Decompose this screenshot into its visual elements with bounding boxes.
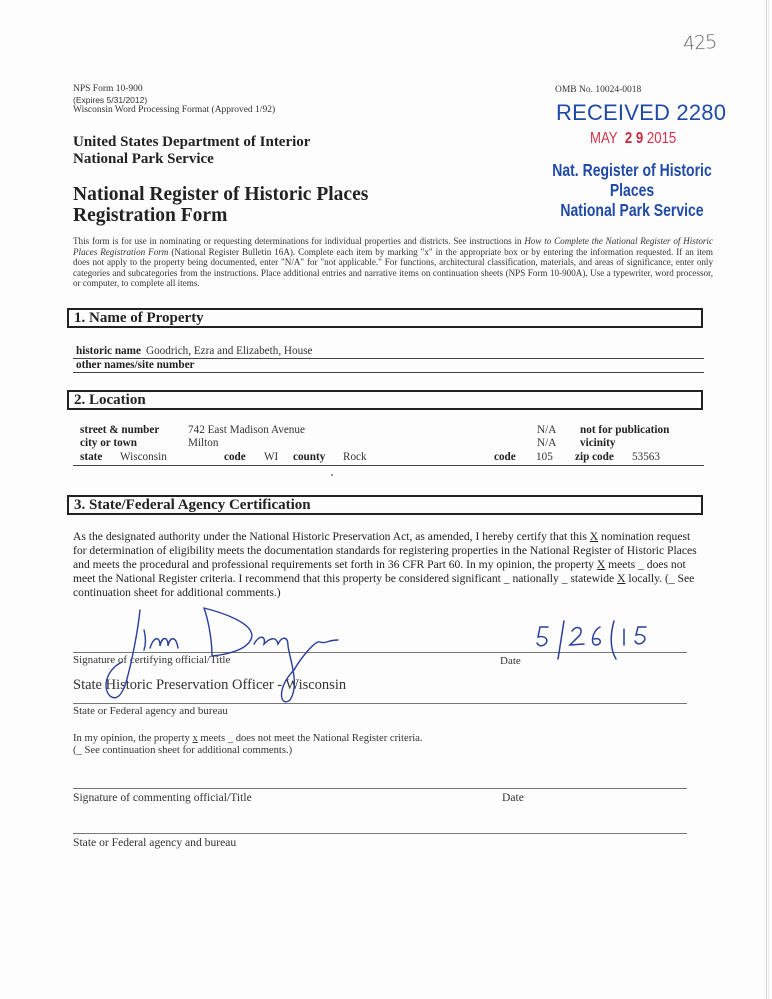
state-code-value[interactable]: WI: [264, 451, 279, 463]
commenting-agency-label: State or Federal agency and bureau: [73, 836, 237, 849]
stamp-day: 2 9: [624, 130, 644, 147]
city-label: city or town: [80, 437, 137, 449]
street-na[interactable]: N/A: [537, 424, 557, 436]
signature-label: Signature of certifying official/Title: [73, 654, 231, 666]
meets-criteria-checkmark[interactable]: X: [596, 558, 606, 571]
county-code-value[interactable]: 105: [536, 451, 553, 463]
section2-header: [67, 390, 703, 410]
form-expires: (Expires 5/31/2012): [73, 94, 148, 105]
historic-name-label: historic name: [76, 345, 141, 357]
page-edge-line: [766, 0, 767, 999]
sig-stroke-j: [106, 610, 140, 698]
instructions-paragraph: [73, 236, 713, 289]
agency-line1: United States Department of Interior: [73, 134, 311, 150]
agency-heading: [73, 134, 310, 167]
stamp-line2: National Park Service: [560, 200, 704, 220]
form-title: [73, 184, 368, 226]
intro-text-2: (National Register Bulletin 16A). Complete each item by marking "x" in the appropriate box or by entering the information requested. If an item does not apply to the property being documented, enter "N/A" for "not applicable." For functions, architectural classification, materials, and areas of significance, enter only categories and subcategories from the instructions. Place additional entries and narrative items on continuation sheets (NPS Form 10-900A). Use a typewriter, word processor, or computer, to complete all items.: [73, 246, 713, 289]
divider: [73, 465, 704, 466]
stamp-month: MAY: [590, 130, 618, 147]
state-value[interactable]: Wisconsin: [120, 451, 167, 463]
agency-label: State or Federal agency and bureau: [73, 705, 228, 717]
historic-name-value[interactable]: Goodrich, Ezra and Elizabeth, House: [146, 345, 313, 357]
opinion-line2: (_ See continuation sheet for additional comments.): [73, 745, 293, 756]
state-code-label: code: [224, 451, 246, 463]
intro-guide-title: How to Complete the National Register of Historic Places Registration Form: [73, 236, 713, 257]
commenting-agency-line: [73, 833, 687, 834]
date-digit-5: [537, 627, 548, 646]
sig-stroke-i: [144, 630, 146, 650]
state-label: state: [80, 451, 103, 463]
handwritten-date: [500, 615, 700, 665]
not-for-publication-label: not for publication: [580, 424, 670, 436]
cert-text-1: As the designated authority under the National Historic Preservation Act, as amended, I hereby certify that this: [73, 530, 590, 543]
cert-text-2: nomination request for determination of eligibility meets the documentation standards for registering properties in the National Register of Historic Places and meets the procedural and professional requirements set forth in 36 CFR Part 60. In my opinion, the property: [73, 530, 697, 571]
opinion-text-2: meets _ does not meet the National Register criteria.: [197, 733, 423, 744]
date-digit-2: [570, 628, 584, 645]
received-stamp-date: [590, 130, 676, 148]
section2-heading: 2. Location: [74, 392, 146, 408]
section3-header: [67, 495, 703, 515]
zip-label: zip code: [575, 451, 614, 463]
date-digit-6: [593, 627, 601, 645]
form-header-info: [73, 84, 275, 116]
section1-header: [67, 308, 703, 328]
date-label: Date: [500, 655, 521, 667]
stamp-line1: Nat. Register of Historic Places: [552, 160, 712, 200]
sig-stroke-raeger: [254, 637, 338, 702]
scan-speck: [331, 474, 333, 476]
section1-heading: 1. Name of Property: [74, 310, 204, 326]
vicinity-label: vicinity: [580, 437, 616, 449]
county-value[interactable]: Rock: [343, 451, 367, 463]
form-title-line1: National Register of Historic Places: [73, 184, 369, 205]
other-names-label: other names/site number: [76, 359, 195, 371]
opinion-line1: [73, 733, 423, 744]
agency-line2: National Park Service: [73, 150, 214, 167]
form-format: Wisconsin Word Processing Format (Approved 1/92): [73, 105, 276, 115]
street-value[interactable]: 742 East Madison Avenue: [188, 424, 305, 436]
form-number: NPS Form 10-900: [73, 84, 143, 94]
city-value[interactable]: Milton: [188, 437, 219, 449]
certification-paragraph: [73, 530, 703, 600]
commenting-signature-label: Signature of commenting official/Title: [73, 791, 252, 804]
cert-text-4: locally. (_ See continuation sheet for additional comments.): [73, 572, 695, 599]
officer-title[interactable]: State Historic Preservation Officer - Wisconsin: [73, 677, 347, 693]
commenting-signature-line: [73, 788, 687, 789]
divider: [73, 372, 704, 373]
commenting-date-label: Date: [502, 791, 524, 804]
stamp-year: 2015: [646, 130, 677, 147]
date-slash-1: [558, 621, 564, 659]
form-title-line2: Registration Form: [73, 205, 228, 226]
locally-checkmark[interactable]: X: [617, 572, 626, 585]
stamp-agency: [538, 160, 726, 220]
date-slash-2: [611, 621, 616, 659]
received-stamp: RECEIVED 2280: [556, 100, 727, 125]
sig-stroke-d: [204, 608, 252, 656]
handwritten-page-number: 425: [682, 30, 717, 56]
intro-text-1: This form is for use in nominating or requesting determinations for individual properties and districts. See instructions in: [73, 236, 525, 246]
nomination-checkmark[interactable]: X: [589, 530, 599, 543]
page-edge-shadow: [768, 0, 769, 999]
date-digit-5b: [635, 627, 646, 644]
handwritten-signature: [80, 600, 380, 710]
county-code-label: code: [494, 451, 516, 463]
opinion-text-1: In my opinion, the property: [73, 733, 193, 744]
cert-text-3: meets _ does not meet the National Register criteria. I recommend that this property be considered significant _ nationally _ statewide: [73, 558, 686, 585]
sig-stroke-m: [150, 639, 178, 649]
county-label: county: [293, 451, 326, 463]
opinion-meets-checkmark[interactable]: x: [192, 733, 198, 744]
section3-heading: 3. State/Federal Agency Certification: [74, 497, 311, 513]
omb-number: OMB No. 10024-0018: [555, 85, 642, 95]
city-na[interactable]: N/A: [537, 437, 557, 449]
zip-value[interactable]: 53563: [632, 451, 660, 463]
street-label: street & number: [80, 424, 160, 436]
